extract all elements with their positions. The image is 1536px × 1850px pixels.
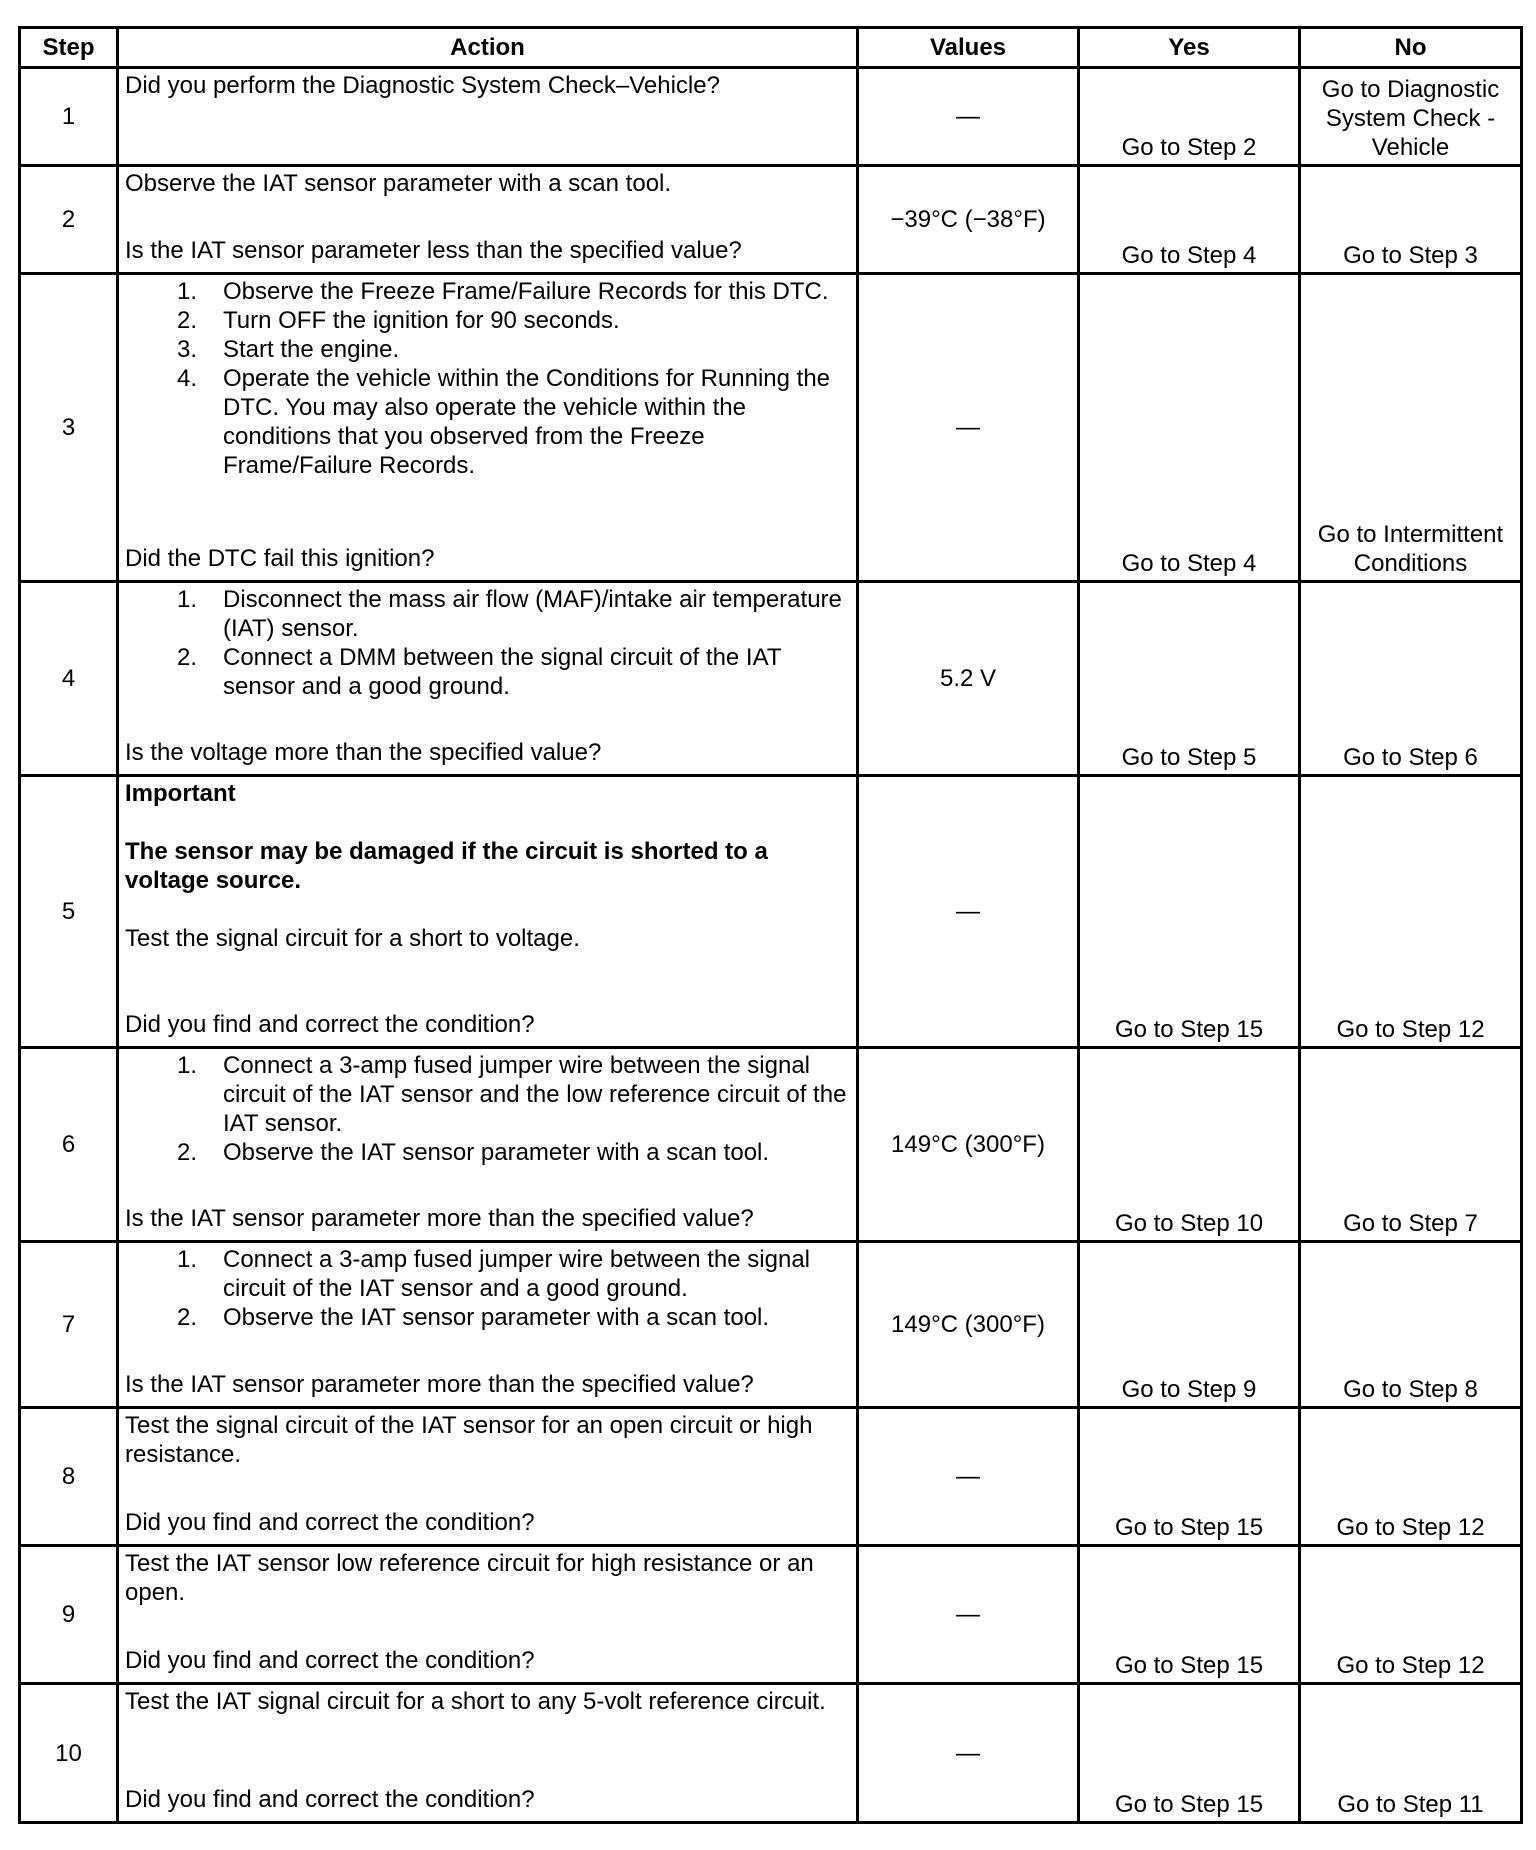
yes-cell: Go to Step 15	[1079, 776, 1300, 1048]
no-cell: Go to Step 12	[1300, 1546, 1522, 1684]
yes-cell: Go to Step 5	[1079, 582, 1300, 776]
action-cell	[118, 68, 858, 166]
action-cell	[118, 166, 858, 274]
no-cell: Go to Intermittent Conditions	[1300, 274, 1522, 582]
list-item-text: Observe the IAT sensor parameter with a scan tool.	[223, 1139, 770, 1166]
value-cell: —	[858, 68, 1079, 166]
list-item-number: 3.	[176, 336, 197, 363]
list-item-text: Turn OFF the ignition for 90 seconds.	[223, 307, 620, 334]
action-question: Did you find and correct the condition?	[125, 1786, 535, 1813]
action-question: Did the DTC fail this ignition?	[125, 545, 435, 572]
table-row	[20, 166, 1522, 274]
list-item	[125, 277, 850, 306]
value-cell: 149°C (300°F)	[858, 1242, 1079, 1408]
action-question: Did you find and correct the condition?	[125, 1011, 535, 1038]
action-cell	[118, 1408, 858, 1546]
list-item-text: Connect a DMM between the signal circuit of the IAT sensor and a good ground.	[223, 644, 782, 700]
table-row	[20, 274, 1522, 582]
step-cell: 9	[20, 1546, 118, 1684]
no-cell: Go to Step 3	[1300, 166, 1522, 274]
list-item-number: 4.	[176, 365, 197, 392]
action-text: Test the signal circuit of the IAT sensor for an open circuit or high resistance.	[125, 1412, 813, 1468]
list-item-number: 1.	[176, 1052, 197, 1079]
list-item-number: 2.	[176, 307, 197, 334]
list-item-number: 1.	[176, 278, 197, 305]
table-row	[20, 1408, 1522, 1546]
no-cell: Go to Step 7	[1300, 1048, 1522, 1242]
step-cell: 6	[20, 1048, 118, 1242]
yes-cell: Go to Step 15	[1079, 1408, 1300, 1546]
header-action: Action	[118, 28, 858, 68]
action-text: Observe the IAT sensor parameter with a scan tool.	[125, 170, 672, 197]
action-cell	[118, 582, 858, 776]
list-item	[125, 1245, 850, 1303]
table-row	[20, 1684, 1522, 1823]
table-body	[20, 68, 1522, 1823]
yes-cell: Go to Step 9	[1079, 1242, 1300, 1408]
table-row	[20, 776, 1522, 1048]
header-values: Values	[858, 28, 1079, 68]
header-row	[20, 28, 1522, 68]
value-cell: —	[858, 1684, 1079, 1823]
table-row	[20, 1242, 1522, 1408]
action-cell	[118, 1684, 858, 1823]
list-item-text: Connect a 3-amp fused jumper wire between the signal circuit of the IAT sensor and the low reference circuit of the IAT sensor.	[223, 1052, 847, 1137]
list-item-text: Observe the Freeze Frame/Failure Records for this DTC.	[223, 278, 829, 305]
list-item	[125, 643, 850, 701]
no-cell: Go to Step 12	[1300, 776, 1522, 1048]
yes-cell: Go to Step 10	[1079, 1048, 1300, 1242]
list-item	[125, 1051, 850, 1138]
procedure-list	[125, 1051, 850, 1167]
action-question: Is the voltage more than the specified value?	[125, 739, 602, 766]
header-no: No	[1300, 28, 1522, 68]
step-cell: 4	[20, 582, 118, 776]
no-cell: Go to Step 11	[1300, 1684, 1522, 1823]
action-question: Is the IAT sensor parameter more than the specified value?	[125, 1371, 754, 1398]
value-cell: —	[858, 776, 1079, 1048]
list-item	[125, 585, 850, 643]
list-item	[125, 364, 850, 480]
table-row	[20, 1048, 1522, 1242]
list-item	[125, 306, 850, 335]
action-question: Is the IAT sensor parameter less than the specified value?	[125, 237, 742, 264]
value-cell: —	[858, 1408, 1079, 1546]
action-text: Test the IAT sensor low reference circuit for high resistance or an open.	[125, 1550, 814, 1606]
list-item-number: 2.	[176, 1304, 197, 1331]
action-question: Did you find and correct the condition?	[125, 1647, 535, 1674]
step-cell: 3	[20, 274, 118, 582]
list-item-text: Start the engine.	[223, 336, 400, 363]
no-cell: Go to Step 6	[1300, 582, 1522, 776]
step-cell: 8	[20, 1408, 118, 1546]
yes-cell: Go to Step 15	[1079, 1684, 1300, 1823]
procedure-list	[125, 585, 850, 701]
value-cell: —	[858, 274, 1079, 582]
table-row	[20, 68, 1522, 166]
action-cell	[118, 274, 858, 582]
diagnostic-table	[18, 26, 1523, 1824]
list-item-number: 1.	[176, 586, 197, 613]
step-cell: 2	[20, 166, 118, 274]
procedure-list	[125, 277, 850, 480]
action-cell	[118, 1048, 858, 1242]
procedure-list	[125, 1245, 850, 1332]
action-text: Test the signal circuit for a short to voltage.	[125, 925, 580, 952]
action-cell	[118, 776, 858, 1048]
value-cell: −39°C (−38°F)	[858, 166, 1079, 274]
important-label: Important	[125, 780, 236, 807]
yes-cell: Go to Step 4	[1079, 166, 1300, 274]
action-cell	[118, 1242, 858, 1408]
list-item	[125, 1303, 850, 1332]
value-cell: 149°C (300°F)	[858, 1048, 1079, 1242]
table-row	[20, 1546, 1522, 1684]
value-cell: 5.2 V	[858, 582, 1079, 776]
list-item-number: 1.	[176, 1246, 197, 1273]
no-cell: Go to Step 12	[1300, 1408, 1522, 1546]
yes-cell: Go to Step 4	[1079, 274, 1300, 582]
header-step: Step	[20, 28, 118, 68]
list-item-number: 2.	[176, 644, 197, 671]
action-question: Did you find and correct the condition?	[125, 1509, 535, 1536]
header-yes: Yes	[1079, 28, 1300, 68]
action-question: Is the IAT sensor parameter more than the specified value?	[125, 1205, 754, 1232]
list-item-text: Observe the IAT sensor parameter with a scan tool.	[223, 1304, 770, 1331]
action-text: Did you perform the Diagnostic System Check–Vehicle?	[125, 72, 720, 99]
action-cell	[118, 1546, 858, 1684]
no-cell: Go to Step 8	[1300, 1242, 1522, 1408]
important-warning: The sensor may be damaged if the circuit is shorted to a voltage source.	[125, 838, 768, 894]
action-text: Test the IAT signal circuit for a short to any 5-volt reference circuit.	[125, 1688, 826, 1715]
list-item-text: Disconnect the mass air flow (MAF)/intake air temperature (IAT) sensor.	[223, 586, 842, 642]
list-item	[125, 335, 850, 364]
table-row	[20, 582, 1522, 776]
list-item	[125, 1138, 850, 1167]
list-item-number: 2.	[176, 1139, 197, 1166]
list-item-text: Connect a 3-amp fused jumper wire between the signal circuit of the IAT sensor and a good ground.	[223, 1246, 810, 1302]
yes-cell: Go to Step 2	[1079, 68, 1300, 166]
yes-cell: Go to Step 15	[1079, 1546, 1300, 1684]
list-item-text: Operate the vehicle within the Conditions for Running the DTC. You may also operate the vehicle within the conditions that you observed from the Freeze Frame/Failure Records.	[223, 365, 831, 479]
value-cell: —	[858, 1546, 1079, 1684]
no-cell: Go to Diagnostic System Check - Vehicle	[1300, 68, 1522, 166]
step-cell: 5	[20, 776, 118, 1048]
step-cell: 7	[20, 1242, 118, 1408]
step-cell: 10	[20, 1684, 118, 1823]
step-cell: 1	[20, 68, 118, 166]
